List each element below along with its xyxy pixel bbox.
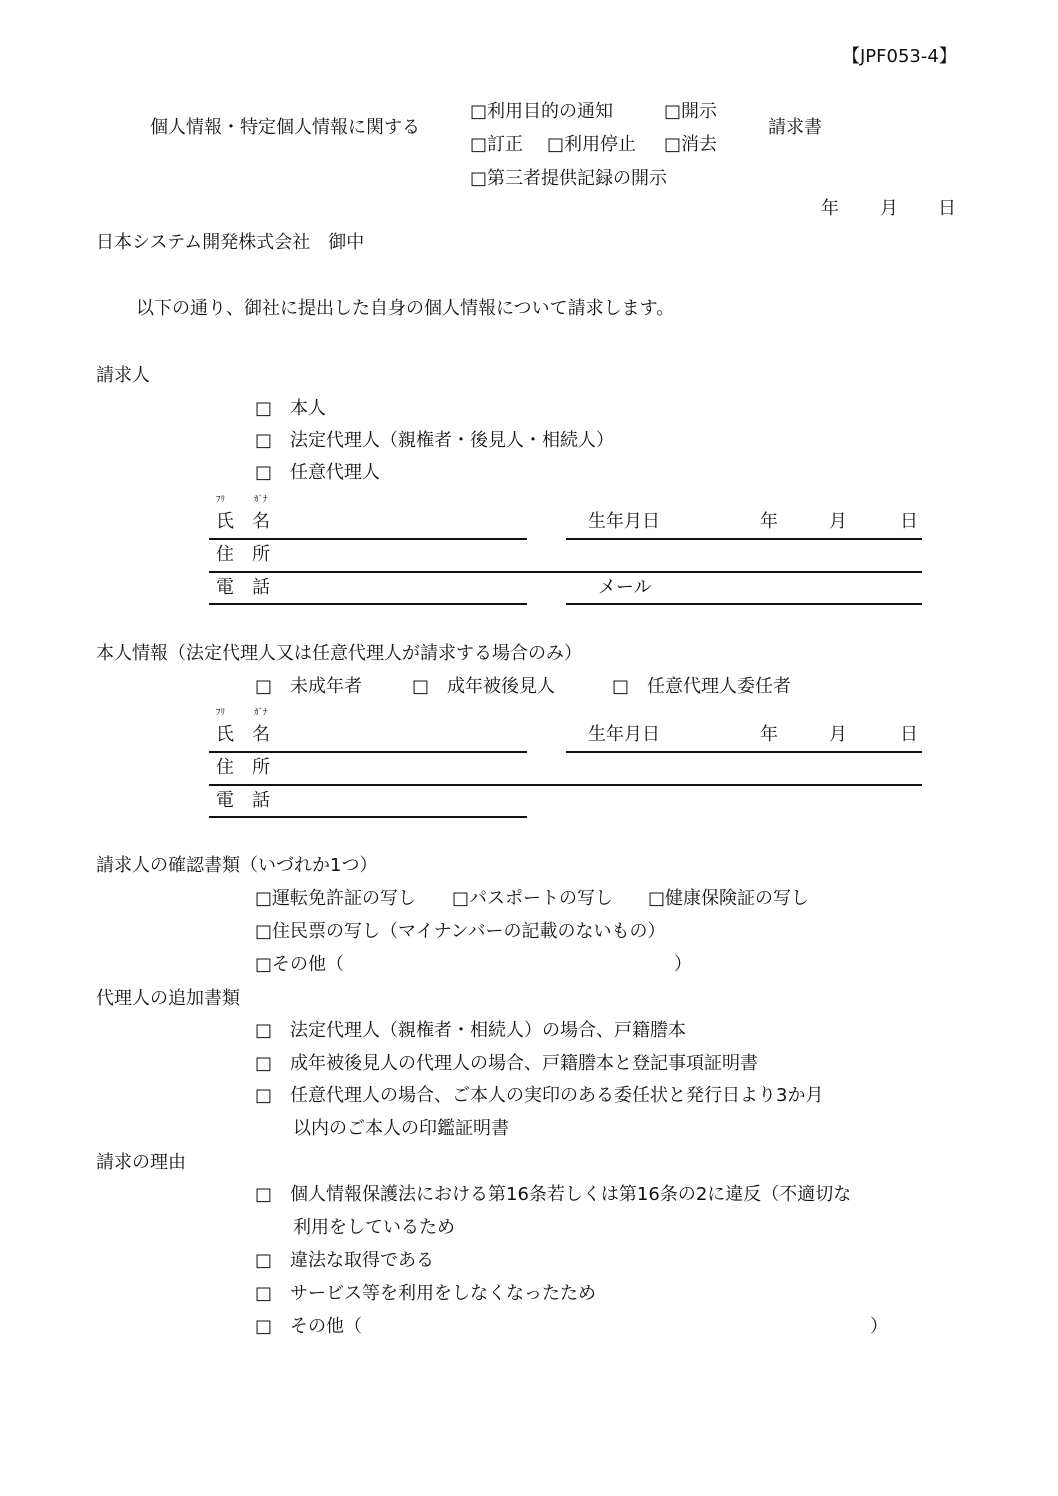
power-of-attorney-continuation: 以内のご本人の印鑑証明書 [293, 1118, 509, 1139]
id-docs-heading: 請求人の確認書類（いづれか1つ） [96, 855, 378, 876]
principal-birthdate-field-line[interactable] [566, 751, 922, 753]
principal-furigana-label-1: ﾌﾘ [216, 708, 226, 718]
checkbox-ward-register[interactable]: □ 成年被後見人の代理人の場合、戸籍謄本と登記事項証明書 [255, 1053, 759, 1074]
checkbox-notice[interactable]: □利用目的の通知 [470, 101, 614, 122]
requester-heading: 請求人 [96, 365, 150, 386]
name-label: 氏 名 [216, 511, 270, 532]
principal-address-label: 住 所 [216, 757, 270, 778]
checkbox-self[interactable]: □ 本人 [255, 398, 327, 419]
checkbox-reason-violation[interactable]: □ 個人情報保護法における第16条若しくは第16条の2に違反（不適切な [255, 1184, 852, 1205]
checkbox-disclose[interactable]: □開示 [664, 101, 718, 122]
birth-year-label: 年 [760, 511, 778, 532]
address-label: 住 所 [216, 544, 270, 565]
checkbox-other-id[interactable]: □その他（ [255, 954, 345, 975]
checkbox-legal-agent[interactable]: □ 法定代理人（親権者・後見人・相続人） [255, 430, 615, 451]
agent-docs-heading: 代理人の追加書類 [96, 988, 240, 1009]
checkbox-reason-illegal[interactable]: □ 違法な取得である [255, 1250, 435, 1271]
checkbox-health-insurance[interactable]: □健康保険証の写し [648, 888, 810, 909]
reason-other-close-paren: ） [870, 1316, 888, 1337]
checkbox-drivers-license[interactable]: □運転免許証の写し [255, 888, 417, 909]
intro-text: 以下の通り、御社に提出した自身の個人情報について請求します。 [136, 298, 675, 319]
furigana-label-2: ｶﾞﾅ [254, 495, 268, 505]
checkbox-reason-no-longer-used[interactable]: □ サービス等を利用をしなくなったため [255, 1283, 597, 1304]
checkbox-passport[interactable]: □パスポートの写し [452, 888, 614, 909]
date-day: 日 [938, 198, 956, 219]
reason-violation-continuation: 利用をしているため [293, 1217, 455, 1238]
principal-phone-label: 電 話 [216, 790, 270, 811]
birthdate-field-line[interactable] [566, 538, 922, 540]
birthdate-label: 生年月日 [588, 511, 660, 532]
principal-name-label: 氏 名 [216, 724, 270, 745]
name-field-line[interactable] [209, 538, 527, 540]
checkbox-thirdparty[interactable]: □第三者提供記録の開示 [470, 168, 668, 189]
checkbox-delete[interactable]: □消去 [664, 134, 718, 155]
checkbox-correct[interactable]: □訂正 [470, 134, 524, 155]
checkbox-voluntary-agent[interactable]: □ 任意代理人 [255, 462, 381, 483]
principal-birthdate-label: 生年月日 [588, 724, 660, 745]
phone-label: 電 話 [216, 577, 270, 598]
principal-birth-year-label: 年 [760, 724, 778, 745]
principal-heading: 本人情報（法定代理人又は任意代理人が請求する場合のみ） [96, 643, 582, 664]
email-label: メール [598, 577, 652, 598]
checkbox-reason-other[interactable]: □ その他（ [255, 1316, 363, 1337]
addressee: 日本システム開発株式会社 御中 [96, 232, 365, 253]
checkbox-adult-ward[interactable]: □ 成年被後見人 [412, 676, 556, 697]
date-year: 年 [821, 198, 839, 219]
title-prefix: 個人情報・特定個人情報に関する [150, 117, 420, 138]
furigana-label-1: ﾌﾘ [216, 495, 226, 505]
checkbox-residence-certificate[interactable]: □住民票の写し（マイナンバーの記載のないもの） [255, 921, 666, 942]
title-suffix: 請求書 [768, 117, 822, 138]
principal-name-field-line[interactable] [209, 751, 527, 753]
address-field-line[interactable] [209, 571, 922, 573]
date-month: 月 [880, 198, 898, 219]
other-id-close-paren: ） [674, 954, 692, 975]
principal-birth-month-label: 月 [829, 724, 847, 745]
checkbox-family-register[interactable]: □ 法定代理人（親権者・相続人）の場合、戸籍謄本 [255, 1020, 687, 1041]
checkbox-delegator[interactable]: □ 任意代理人委任者 [612, 676, 792, 697]
principal-address-field-line[interactable] [209, 784, 922, 786]
form-id: 【JPF053-4】 [842, 46, 957, 67]
reason-heading: 請求の理由 [96, 1152, 186, 1173]
email-field-line[interactable] [566, 603, 922, 605]
checkbox-power-of-attorney[interactable]: □ 任意代理人の場合、ご本人の実印のある委任状と発行日より3か月 [255, 1085, 824, 1106]
principal-birth-day-label: 日 [900, 724, 918, 745]
checkbox-stop[interactable]: □利用停止 [547, 134, 637, 155]
birth-month-label: 月 [829, 511, 847, 532]
phone-field-line[interactable] [209, 603, 527, 605]
checkbox-minor[interactable]: □ 未成年者 [255, 676, 363, 697]
birth-day-label: 日 [900, 511, 918, 532]
principal-phone-field-line[interactable] [209, 816, 527, 818]
principal-furigana-label-2: ｶﾞﾅ [254, 708, 268, 718]
